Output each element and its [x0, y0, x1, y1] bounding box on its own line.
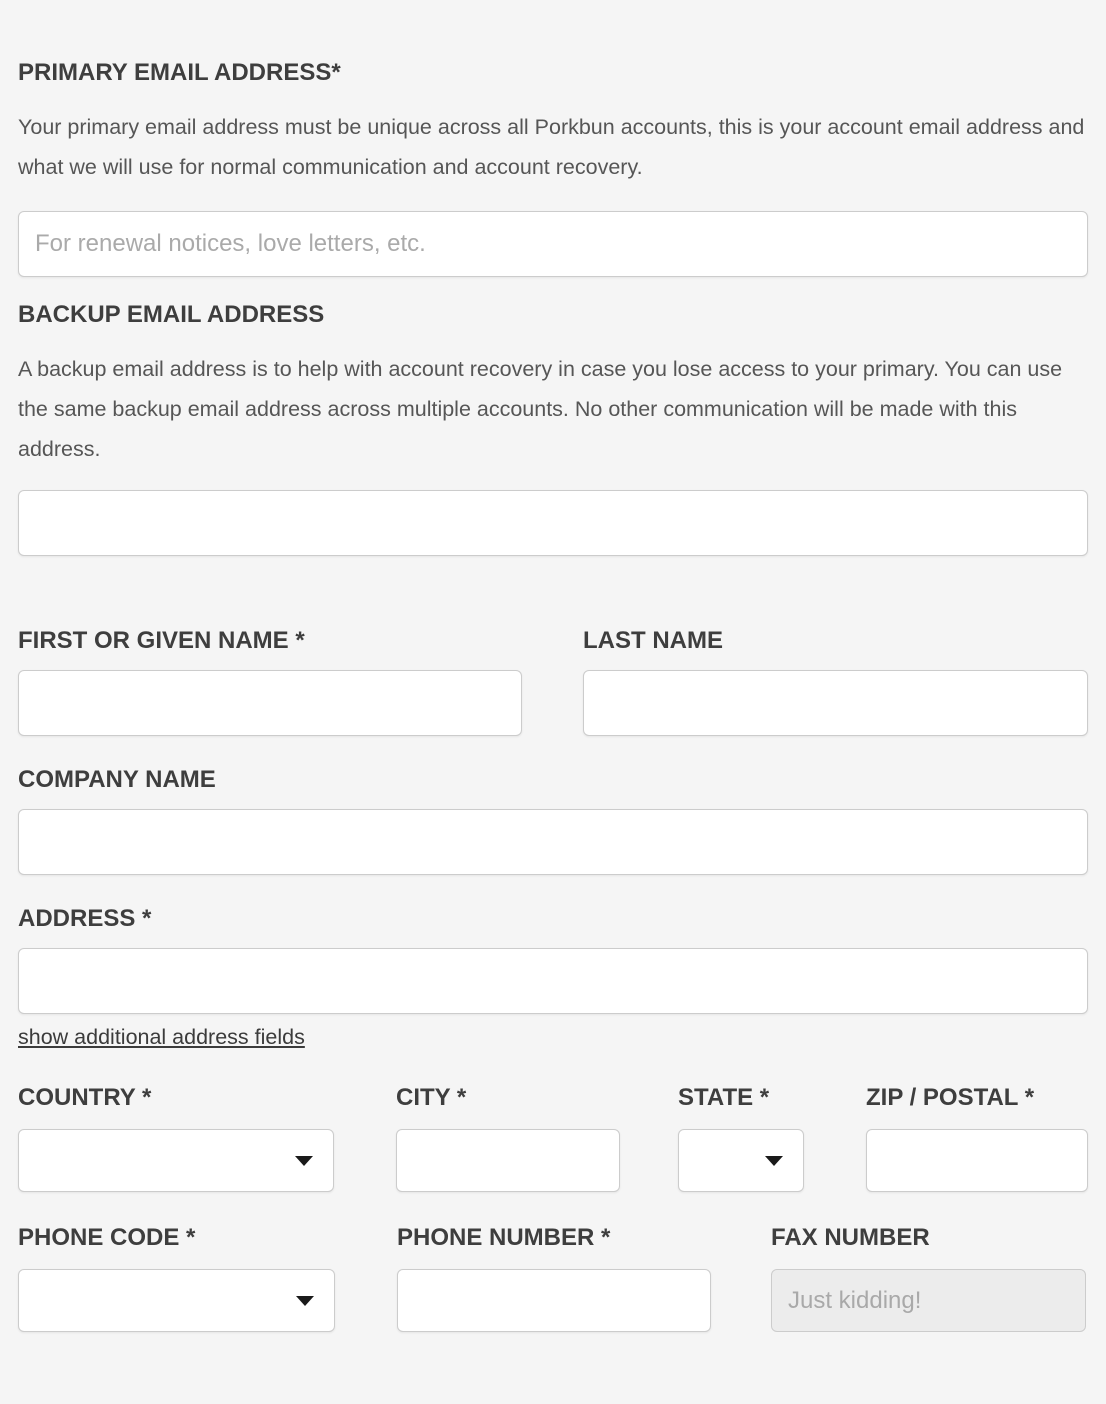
city-label: CITY *: [396, 1084, 467, 1111]
phone-code-select[interactable]: [18, 1269, 335, 1332]
chevron-down-icon: [765, 1156, 783, 1166]
name-row: [18, 626, 1088, 736]
first-name-label: FIRST OR GIVEN NAME *: [18, 627, 305, 654]
last-name-field-group: [583, 626, 1088, 736]
phone-number-label: PHONE NUMBER *: [397, 1224, 611, 1251]
address-label: ADDRESS *: [18, 905, 152, 932]
chevron-down-icon: [295, 1156, 313, 1166]
address-field-group: [18, 904, 1088, 1083]
state-select[interactable]: [678, 1129, 804, 1192]
primary-email-input[interactable]: [18, 211, 1088, 277]
country-label: COUNTRY *: [18, 1084, 152, 1111]
state-field-group: [678, 1083, 804, 1192]
phone-code-field-group: [18, 1223, 335, 1332]
fax-number-label: FAX NUMBER: [771, 1224, 930, 1251]
phone-row: [18, 1223, 1088, 1332]
first-name-field-group: [18, 626, 522, 736]
company-name-label: COMPANY NAME: [18, 766, 216, 793]
phone-number-input[interactable]: [397, 1269, 711, 1332]
state-label: STATE *: [678, 1084, 770, 1111]
first-name-input[interactable]: [18, 670, 522, 736]
company-field-group: [18, 765, 1088, 875]
zip-postal-input[interactable]: [866, 1129, 1088, 1192]
backup-email-description: A backup email address is to help with account recovery in case you lose access to your primary. You can use the same backup email address across multiple accounts. No other communication will be made with this address.: [18, 357, 1063, 461]
phone-number-field-group: [397, 1223, 711, 1332]
zip-postal-label: ZIP / POSTAL *: [866, 1084, 1035, 1111]
address-input[interactable]: [18, 948, 1088, 1014]
chevron-down-icon: [296, 1296, 314, 1306]
company-name-input[interactable]: [18, 809, 1088, 875]
primary-email-description: Your primary email address must be unique across all Porkbun accounts, this is your account email address and what we will use for normal communication and account recovery.: [18, 115, 1085, 179]
fax-field-group: [771, 1223, 1086, 1332]
phone-code-label: PHONE CODE *: [18, 1224, 196, 1251]
city-field-group: [396, 1083, 620, 1192]
backup-email-title: BACKUP EMAIL ADDRESS: [18, 301, 325, 328]
country-select[interactable]: [18, 1129, 334, 1192]
show-additional-address-fields-link[interactable]: show additional address fields: [18, 1025, 305, 1049]
last-name-label: LAST NAME: [583, 627, 723, 654]
zip-field-group: [866, 1083, 1088, 1192]
country-field-group: [18, 1083, 334, 1192]
fax-number-input: [771, 1269, 1086, 1332]
primary-email-title: PRIMARY EMAIL ADDRESS*: [18, 59, 341, 86]
last-name-input[interactable]: [583, 670, 1088, 736]
city-input[interactable]: [396, 1129, 620, 1192]
location-row: [18, 1083, 1088, 1192]
backup-email-input[interactable]: [18, 490, 1088, 556]
